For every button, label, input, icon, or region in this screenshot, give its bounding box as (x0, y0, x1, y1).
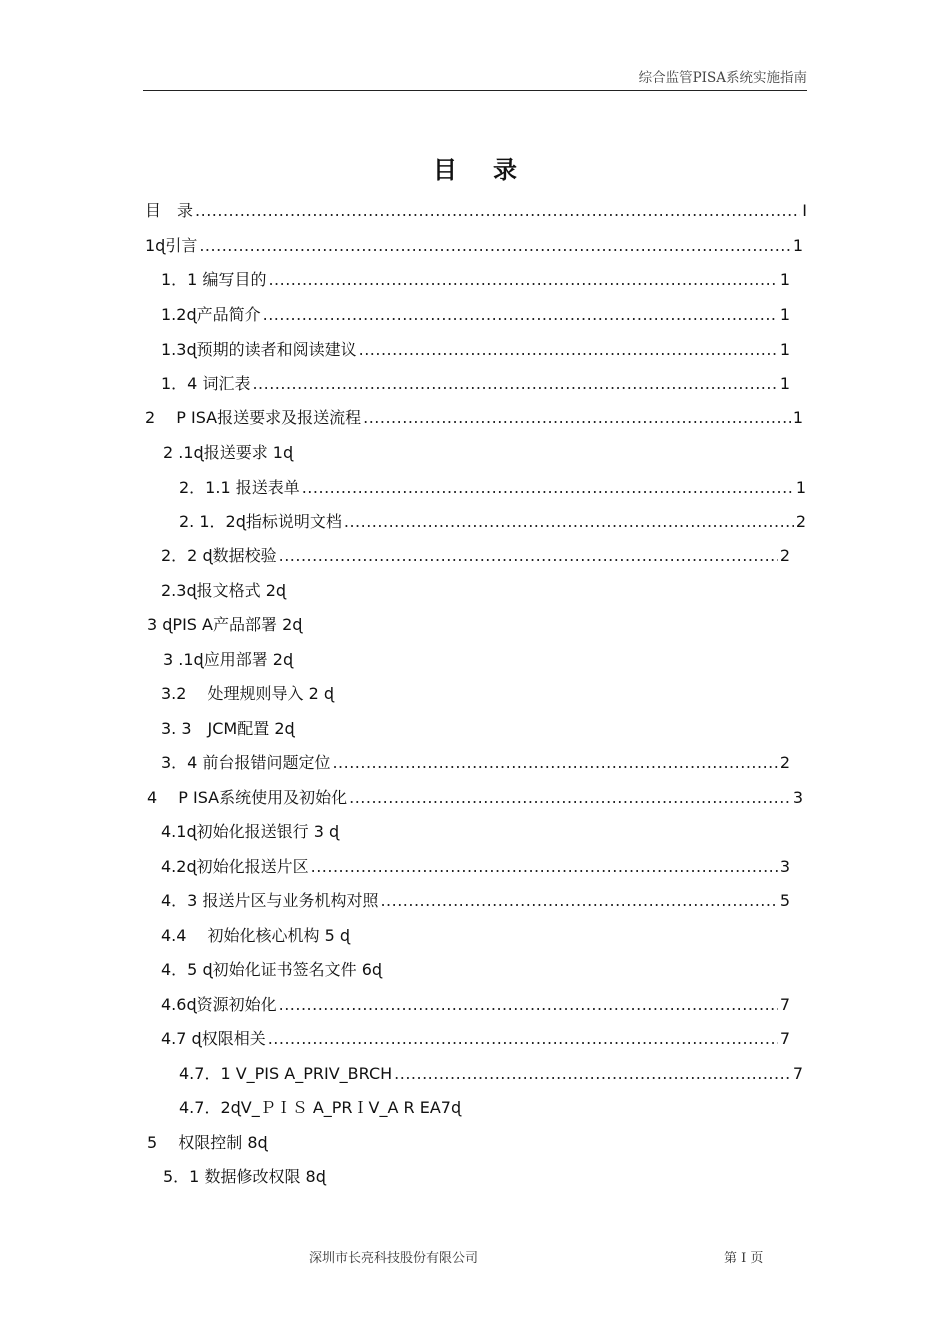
toc-entry[interactable]: 3 ɖPIS A产品部署 2ɖ (147, 615, 303, 634)
toc-entry-page: 1 (779, 305, 790, 324)
toc-leader-dots (302, 478, 794, 498)
toc-entry[interactable]: 2 .1ɖ报送要求 1ɖ (163, 443, 294, 462)
toc-entry[interactable] (161, 1029, 790, 1049)
toc-leader-dots (311, 857, 778, 877)
toc-leader-dots (394, 1064, 791, 1084)
toc-entry[interactable] (145, 201, 807, 221)
footer-page-number: 第 I 页 (724, 1251, 764, 1266)
toc-entry[interactable] (161, 753, 790, 773)
toc-entry[interactable] (161, 270, 790, 290)
toc-entry-page: 1 (779, 374, 790, 393)
toc-entry-page: 5 (779, 891, 790, 910)
toc-entry[interactable]: 4.1ɖ初始化报送银行 3 ɖ (161, 822, 340, 841)
toc-leader-dots (279, 995, 778, 1015)
toc-entry-label: 3．4 前台报错问题定位 (161, 753, 331, 772)
toc-entry[interactable] (145, 408, 803, 428)
toc-entry-label: 1.2ɖ产品简介 (161, 305, 261, 324)
toc-entry-label: 目 录 (145, 201, 194, 220)
toc-entry-page: 1 (792, 236, 803, 255)
toc-entry-page: 7 (779, 1029, 790, 1048)
toc-title: 目录 (433, 155, 553, 184)
toc-entry-page: 2 (795, 512, 806, 531)
toc-entry-label: 1．4 词汇表 (161, 374, 251, 393)
toc-entry[interactable]: 3. 3 JCM配置 2ɖ (161, 719, 295, 738)
toc-leader-dots (268, 1029, 778, 1049)
toc-entry-label: 2 P ISA报送要求及报送流程 (145, 408, 362, 427)
footer-company: 深圳市长亮科技股份有限公司 (309, 1251, 479, 1266)
toc-entry[interactable] (145, 236, 803, 256)
toc-entry-label: 2．2 ɖ数据校验 (161, 546, 277, 565)
toc-entry-label: 4．3 报送片区与业务机构对照 (161, 891, 379, 910)
toc-entry[interactable] (161, 857, 790, 877)
toc-entry[interactable]: 4.7．2ɖV_ＰＩＳ A_PRＩV_A R EA7ɖ (179, 1098, 462, 1117)
toc-entry[interactable] (161, 546, 790, 566)
toc-entry-label: 4.7 ɖ权限相关 (161, 1029, 266, 1048)
toc-entry-page: 2 (779, 546, 790, 565)
toc-entry[interactable] (161, 340, 790, 360)
toc-entry-label: 4 P ISA系统使用及初始化 (147, 788, 348, 807)
toc-entry[interactable]: 3.2 处理规则导入 2 ɖ (161, 684, 335, 703)
header-text: 综合监管PISA系统实施指南 (638, 70, 807, 86)
toc-entry-label: 4.2ɖ初始化报送片区 (161, 857, 309, 876)
toc-entry-page: 7 (792, 1064, 803, 1083)
toc-entry[interactable] (161, 891, 790, 911)
toc-entry-label: 2. 1．2ɖ指标说明文档 (179, 512, 342, 531)
toc-entry[interactable] (161, 374, 790, 394)
toc-entry[interactable] (161, 305, 790, 325)
toc-entry[interactable] (179, 512, 806, 532)
toc-leader-dots (332, 753, 777, 773)
toc-entry[interactable]: 2.3ɖ报文格式 2ɖ (161, 581, 287, 600)
toc-entry-page: 3 (779, 857, 790, 876)
toc-leader-dots (263, 305, 778, 325)
toc-entry[interactable] (161, 995, 790, 1015)
toc-entry[interactable] (179, 1064, 803, 1084)
toc-entry-label: 1.3ɖ预期的读者和阅读建议 (161, 340, 357, 359)
toc-leader-dots (268, 270, 777, 290)
toc-leader-dots (349, 788, 791, 808)
toc-entry[interactable]: 4.4 初始化核心机构 5 ɖ (161, 926, 351, 945)
toc-leader-dots (363, 408, 791, 428)
toc-entry-label: 1ɖ引言 (145, 236, 198, 255)
toc-leader-dots (380, 891, 777, 911)
toc-leader-dots (344, 512, 794, 532)
toc-leader-dots (252, 374, 777, 394)
toc-entry-page: 1 (792, 408, 803, 427)
toc-leader-dots (359, 340, 778, 360)
toc-entry[interactable]: 4．5 ɖ初始化证书签名文件 6ɖ (161, 960, 383, 979)
toc-entry[interactable]: 5 权限控制 8ɖ (147, 1133, 268, 1152)
toc-leader-dots (195, 201, 800, 221)
toc-entry-label: 1．1 编写目的 (161, 270, 267, 289)
toc-entry-page: 1 (779, 340, 790, 359)
toc-entry-page: 3 (792, 788, 803, 807)
toc-entry[interactable]: 3 .1ɖ应用部署 2ɖ (163, 650, 294, 669)
toc-entry-label: 2．1.1 报送表单 (179, 478, 300, 497)
toc-entry-label: 4.7．1 V_PIS A_PRIV_BRCH (179, 1064, 393, 1083)
toc-entry-page: 1 (779, 270, 790, 289)
toc-entry-page: I (802, 201, 807, 220)
toc-entry-page: 1 (795, 478, 806, 497)
toc-leader-dots (199, 236, 790, 256)
toc-entry[interactable] (147, 788, 803, 808)
toc-entry[interactable]: 5．1 数据修改权限 8ɖ (163, 1167, 326, 1186)
page-header (143, 66, 807, 91)
toc-entry-page: 2 (779, 753, 790, 772)
toc-leader-dots (279, 546, 778, 566)
toc-entry-page: 7 (779, 995, 790, 1014)
toc-entry-label: 4.6ɖ资源初始化 (161, 995, 277, 1014)
toc-entry[interactable] (179, 478, 806, 498)
